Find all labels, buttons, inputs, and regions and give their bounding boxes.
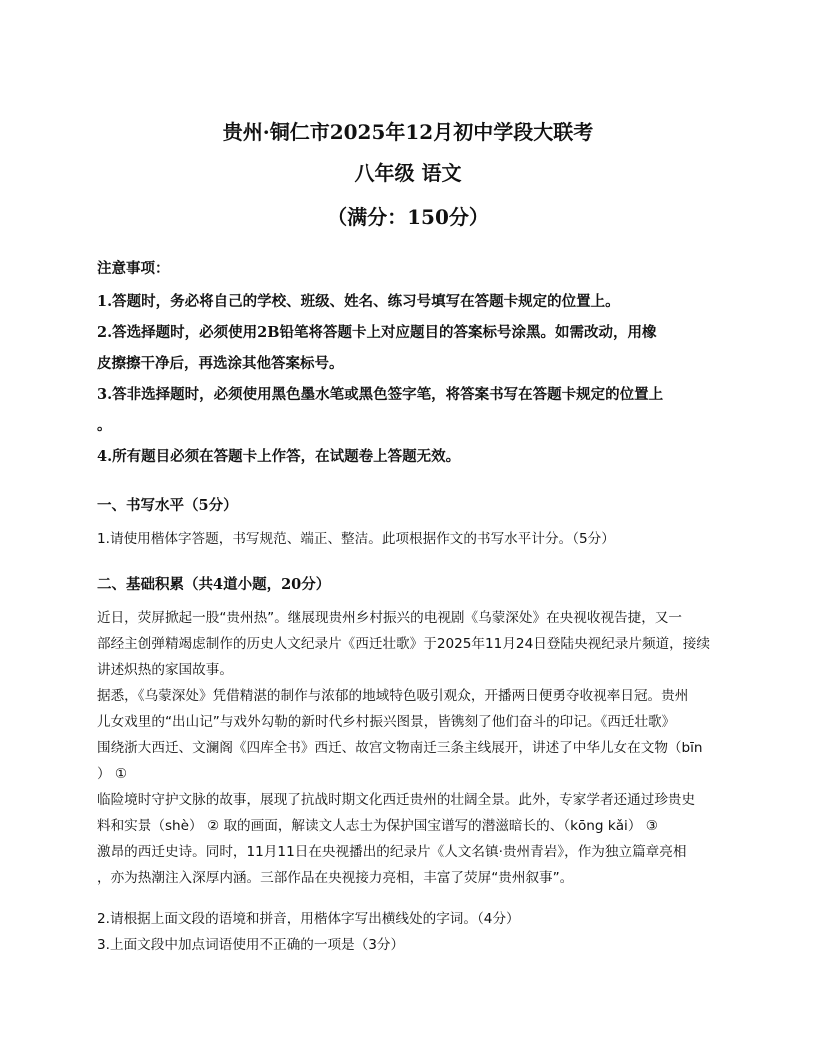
passage-line: ，亦为热潮注入深厚内涵。三部作品在央视接力亮相，丰富了荧屏“贵州叙事”。 xyxy=(97,870,574,886)
passage-line: 临险境时守护文脉的故事，展现了抗战时期文化西迁贵州的壮阔全景。此外，专家学者还通过珍贵史 xyxy=(97,792,696,808)
passage-line: 儿女戏里的“出山记”与戏外勾勒的新时代乡村振兴图景，皆镌刻了他们奋斗的印记。《西迁壮歌》 xyxy=(97,714,676,730)
exam-full-score: （满分：150分） xyxy=(327,205,489,229)
question-3: 3.上面文段中加点词语使用不正确的一项是（3分） xyxy=(97,937,405,953)
exam-subject: 八年级 语文 xyxy=(354,161,462,185)
notice-item: 4.所有题目必须在答题卡上作答，在试题卷上答题无效。 xyxy=(97,448,461,465)
reading-passage xyxy=(97,605,722,891)
notice-list xyxy=(97,286,722,472)
notice-item: 2.答选择题时，必须使用2B铅笔将答题卡上对应题目的答案标号涂黑。如需改动，用橡 xyxy=(97,324,657,341)
notice-item: 3.答非选择题时，必须使用黑色墨水笔或黑色签字笔，将答案书写在答题卡规定的位置上 xyxy=(97,386,664,403)
question-1: 1.请使用楷体字答题，书写规范、端正、整洁。此项根据作文的书写水平计分。（5分） xyxy=(97,531,615,547)
passage-line: 讲述炽热的家国故事。 xyxy=(97,662,233,678)
notice-item: 1.答题时，务必将自己的学校、班级、姓名、练习号填写在答题卡规定的位置上。 xyxy=(97,293,620,310)
passage-line: 激昂的西迁史诗。同时，11月11日在央视播出的纪录片《人文名镇·贵州青岩》，作为独立篇章亮相 xyxy=(97,844,687,860)
exam-title: 贵州·铜仁市2025年12月初中学段大联考 xyxy=(222,120,594,144)
section-1-heading: 一、书写水平（5分） xyxy=(97,497,238,514)
passage-line: 部经主创弹精竭虑制作的历史人文纪录片《西迁壮歌》于2025年11月24日登陆央视纪录片频道，接续 xyxy=(97,636,710,652)
passage-line: 据悉，《乌蒙深处》凭借精湛的制作与浓郁的地域特色吸引观众，开播两日便勇夺收视率日冠。贵州 xyxy=(97,688,689,704)
section-2-heading: 二、基础积累（共4道小题，20分） xyxy=(97,576,331,593)
notice-heading: 注意事项： xyxy=(97,260,170,277)
passage-line: 料和实景（shè） ② 取的画面，解读文人志士为保护国宝谱写的潜滋暗长的、（kōng kǎi） ③ xyxy=(97,818,658,834)
notice-item: 皮擦擦干净后，再选涂其他答案标号。 xyxy=(97,355,344,372)
questions-2-3 xyxy=(97,906,722,958)
passage-line: 近日，荧屏掀起一股“贵州热”。继展现贵州乡村振兴的电视剧《乌蒙深处》在央视收视告捷，又一 xyxy=(97,610,683,626)
notice-item: 。 xyxy=(97,417,112,434)
passage-line: 围绕浙大西迁、文澜阁《四库全书》西迁、故宫文物南迁三条主线展开，讲述了中华儿女在文物（bīn xyxy=(97,740,703,756)
question-2: 2.请根据上面文段的语境和拼音，用楷体字写出横线处的字词。（4分） xyxy=(97,911,520,927)
passage-line: ） ① xyxy=(97,766,128,782)
